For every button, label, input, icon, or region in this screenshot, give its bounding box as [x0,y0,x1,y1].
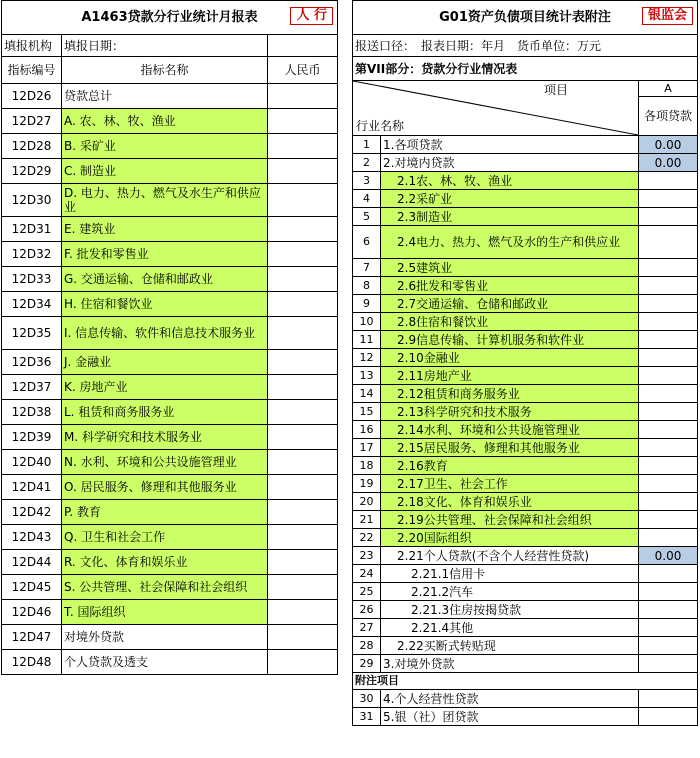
indicator-code: 12D35 [2,317,62,350]
indicator-name: Q. 卫生和社会工作 [62,525,268,550]
industry-name: 2.21个人贷款(不含个人经营性贷款) [381,547,639,565]
rmb-value-cell[interactable] [268,159,338,184]
industry-name: 2.8住宿和餐饮业 [381,313,639,331]
rmb-value-cell[interactable] [268,550,338,575]
g01-title: G01资产负债项目统计表附注 [439,9,611,25]
row-number: 1 [353,136,381,154]
notes-heading-row [353,673,698,690]
rmb-value-cell[interactable] [268,500,338,525]
loan-value-cell[interactable] [639,708,698,726]
loan-value-cell[interactable] [639,439,698,457]
table-row [2,650,338,675]
industry-name: 2.对境内贷款 [381,154,639,172]
rmb-value-cell[interactable] [268,134,338,159]
indicator-name: O. 居民服务、修理和其他服务业 [62,475,268,500]
indicator-code: 12D43 [2,525,62,550]
indicator-name: I. 信息传输、软件和信息技术服务业 [62,317,268,350]
row-number: 14 [353,385,381,403]
row-number: 3 [353,172,381,190]
a1463-table [1,0,338,675]
industry-name: 2.21.3住房按揭贷款 [381,601,639,619]
table-row [2,292,338,317]
table-row [2,475,338,500]
table-row [2,450,338,475]
loan-value-cell[interactable] [639,226,698,259]
table-row [353,349,698,367]
rmb-value-cell[interactable] [268,84,338,109]
table-row [353,136,698,154]
rmb-value-cell[interactable] [268,575,338,600]
industry-name: 2.15居民服务、修理和其他服务业 [381,439,639,457]
table-row [353,511,698,529]
row-number: 31 [353,708,381,726]
rmb-value-cell[interactable] [268,217,338,242]
rmb-value-cell[interactable] [268,109,338,134]
table-row [353,655,698,673]
rmb-value-cell[interactable] [268,317,338,350]
indicator-code: 12D40 [2,450,62,475]
row-number: 4 [353,190,381,208]
indicator-code: 12D29 [2,159,62,184]
rmb-value-cell[interactable] [268,375,338,400]
row-number: 9 [353,295,381,313]
industry-name: 2.2采矿业 [381,190,639,208]
row-number: 11 [353,331,381,349]
fill-org-label: 填报机构 [2,35,62,57]
row-number: 27 [353,619,381,637]
rmb-value-cell[interactable] [268,292,338,317]
industry-name: 2.4电力、热力、燃气及水的生产和供应业 [381,226,639,259]
table-row [353,529,698,547]
industry-name: 2.21.2汽车 [381,583,639,601]
indicator-name: J. 金融业 [62,350,268,375]
table-row [353,583,698,601]
industry-name: 1.各项贷款 [381,136,639,154]
indicator-code: 12D34 [2,292,62,317]
indicator-code: 12D28 [2,134,62,159]
industry-name: 2.5建筑业 [381,259,639,277]
industry-name: 2.17卫生、社会工作 [381,475,639,493]
table-row [353,690,698,708]
industry-name: 2.10金融业 [381,349,639,367]
table-row [353,403,698,421]
table-row [2,350,338,375]
loan-value-cell[interactable] [639,457,698,475]
indicator-name: G. 交通运输、仓储和邮政业 [62,267,268,292]
indicator-name: P. 教育 [62,500,268,525]
industry-name: 2.16教育 [381,457,639,475]
table-row [353,708,698,726]
industry-name: 2.12租赁和商务服务业 [381,385,639,403]
row-number: 12 [353,349,381,367]
indicator-name: A. 农、林、牧、渔业 [62,109,268,134]
indicator-code: 12D48 [2,650,62,675]
indicator-name: 个人贷款及透支 [62,650,268,675]
row-number: 15 [353,403,381,421]
indicator-code: 12D41 [2,475,62,500]
table-row [353,154,698,172]
loan-value-cell[interactable] [639,421,698,439]
table-row [2,500,338,525]
rmb-value-cell[interactable] [268,450,338,475]
row-number: 8 [353,277,381,295]
indicator-name: B. 采矿业 [62,134,268,159]
indicator-name: D. 电力、热力、燃气及水生产和供应业 [62,184,268,217]
col-header-loans: 各项贷款 [639,97,698,136]
indicator-name: L. 租赁和商务服务业 [62,400,268,425]
table-row [353,421,698,439]
table-row [353,439,698,457]
table-row [2,375,338,400]
industry-name: 4.个人经营性贷款 [381,690,639,708]
row-number: 21 [353,511,381,529]
col-letter-a: A [639,81,698,97]
indicator-code: 12D37 [2,375,62,400]
industry-name: 5.银（社）团贷款 [381,708,639,726]
table-row [2,242,338,267]
indicator-name: H. 住宿和餐饮业 [62,292,268,317]
row-number: 17 [353,439,381,457]
row-number: 13 [353,367,381,385]
section-heading: 第VII部分：贷款分行业情况表 [353,57,698,81]
rmb-value-cell[interactable] [268,600,338,625]
indicator-code: 12D36 [2,350,62,375]
table-row [2,134,338,159]
indicator-code: 12D30 [2,184,62,217]
g01-notes-panel [352,0,697,752]
table-row [353,475,698,493]
table-row [2,159,338,184]
table-row [353,385,698,403]
industry-name: 2.13科学研究和技术服务 [381,403,639,421]
table-row [2,217,338,242]
table-row [2,109,338,134]
table-row [2,525,338,550]
a1463-report-panel [1,0,337,748]
loan-value-cell[interactable] [639,277,698,295]
row-number: 20 [353,493,381,511]
loan-value-cell[interactable] [639,529,698,547]
indicator-name: R. 文化、体育和娱乐业 [62,550,268,575]
row-number: 16 [353,421,381,439]
industry-name: 2.7交通运输、仓储和邮政业 [381,295,639,313]
loan-value-cell[interactable] [639,367,698,385]
indicator-name: N. 水利、环境和公共设施管理业 [62,450,268,475]
row-number: 22 [353,529,381,547]
loan-value-cell[interactable]: 0.00 [639,154,698,172]
row-number: 2 [353,154,381,172]
table-row [353,226,698,259]
rmb-value-cell[interactable] [268,650,338,675]
table-row [353,259,698,277]
indicator-code: 12D32 [2,242,62,267]
loan-value-cell[interactable] [639,601,698,619]
loan-value-cell[interactable] [639,208,698,226]
table-row [353,313,698,331]
row-number: 30 [353,690,381,708]
row-number: 5 [353,208,381,226]
col-header-code: 指标编号 [2,57,62,84]
indicator-name: C. 制造业 [62,159,268,184]
indicator-code: 12D31 [2,217,62,242]
indicator-code: 12D42 [2,500,62,525]
rmb-value-cell[interactable] [268,525,338,550]
industry-name: 2.22买断式转贴现 [381,637,639,655]
table-row [353,637,698,655]
indicator-code: 12D46 [2,600,62,625]
indicator-code: 12D47 [2,625,62,650]
loan-value-cell[interactable] [639,690,698,708]
industry-name: 3.对境外贷款 [381,655,639,673]
row-number: 24 [353,565,381,583]
loan-value-cell[interactable] [639,349,698,367]
g01-title-cell [353,1,698,35]
industry-name: 2.19公共管理、社会保障和社会组织 [381,511,639,529]
loan-value-cell[interactable] [639,172,698,190]
cbrc-badge: 银监会 [642,7,693,25]
rmb-value-cell[interactable] [268,475,338,500]
table-row [353,190,698,208]
table-row [353,565,698,583]
industry-name: 2.20国际组织 [381,529,639,547]
loan-value-cell[interactable] [639,655,698,673]
loan-value-cell[interactable] [639,619,698,637]
loan-value-cell[interactable] [639,385,698,403]
indicator-code: 12D45 [2,575,62,600]
table-row [2,600,338,625]
row-number: 10 [353,313,381,331]
table-row [353,493,698,511]
row-number: 18 [353,457,381,475]
table-row [2,400,338,425]
industry-name: 2.3制造业 [381,208,639,226]
rmb-value-cell[interactable] [268,425,338,450]
table-row [353,277,698,295]
indicator-name: 对境外贷款 [62,625,268,650]
industry-name: 2.6批发和零售业 [381,277,639,295]
loan-value-cell[interactable]: 0.00 [639,136,698,154]
indicator-name: F. 批发和零售业 [62,242,268,267]
diag-top-label: 项目 [543,83,568,97]
table-row [2,317,338,350]
indicator-name: S. 公共管理、社会保障和社会组织 [62,575,268,600]
table-row [353,172,698,190]
indicator-code: 12D44 [2,550,62,575]
notes-heading: 附注项目 [353,673,698,690]
rmb-value-cell[interactable] [268,625,338,650]
diag-bottom-label: 行业名称 [356,119,405,133]
indicator-name: T. 国际组织 [62,600,268,625]
col-header-name: 指标名称 [62,57,268,84]
indicator-code: 12D33 [2,267,62,292]
row-number: 6 [353,226,381,259]
industry-name: 2.14水利、环境和公共设施管理业 [381,421,639,439]
loan-value-cell[interactable] [639,511,698,529]
row-number: 26 [353,601,381,619]
row-number: 25 [353,583,381,601]
indicator-name: E. 建筑业 [62,217,268,242]
rmb-value-cell[interactable] [268,400,338,425]
indicator-name: 贷款总计 [62,84,268,109]
fill-blank-cell[interactable] [268,35,338,57]
industry-name: 2.11房地产业 [381,367,639,385]
fill-date-label: 填报日期： [62,35,268,57]
loan-value-cell[interactable]: 0.00 [639,547,698,565]
loan-value-cell[interactable] [639,403,698,421]
loan-value-cell[interactable] [639,259,698,277]
industry-name: 2.9信息传输、计算机服务和软件业 [381,331,639,349]
table-row [353,295,698,313]
row-number: 19 [353,475,381,493]
table-row [353,208,698,226]
table-row [2,425,338,450]
table-row [353,331,698,349]
rmb-value-cell[interactable] [268,267,338,292]
col-header-rmb: 人民币 [268,57,338,84]
diagonal-header-cell [353,81,639,136]
rmb-value-cell[interactable] [268,184,338,217]
loan-value-cell[interactable] [639,637,698,655]
pboc-badge: 人 行 [290,7,333,25]
table-row [353,457,698,475]
table-row [2,84,338,109]
indicator-code: 12D38 [2,400,62,425]
loan-value-cell[interactable] [639,190,698,208]
table-row [2,625,338,650]
row-number: 28 [353,637,381,655]
rmb-value-cell[interactable] [268,242,338,267]
loan-value-cell[interactable] [639,493,698,511]
indicator-code: 12D26 [2,84,62,109]
industry-name: 2.18文化、体育和娱乐业 [381,493,639,511]
loan-value-cell[interactable] [639,583,698,601]
loan-value-cell[interactable] [639,475,698,493]
row-number: 23 [353,547,381,565]
indicator-code: 12D27 [2,109,62,134]
report-title: A1463贷款分行业统计月报表 [81,9,258,25]
row-number: 29 [353,655,381,673]
loan-value-cell[interactable] [639,295,698,313]
loan-value-cell[interactable] [639,565,698,583]
rmb-value-cell[interactable] [268,350,338,375]
table-row [353,619,698,637]
g01-info-row: 报送口径： 报表日期：年月 货币单位：万元 [353,35,698,57]
table-row [2,575,338,600]
loan-value-cell[interactable] [639,331,698,349]
g01-table [352,0,698,726]
indicator-name: M. 科学研究和技术服务业 [62,425,268,450]
indicator-name: K. 房地产业 [62,375,268,400]
table-row [353,547,698,565]
industry-name: 2.1农、林、牧、渔业 [381,172,639,190]
table-row [353,601,698,619]
row-number: 7 [353,259,381,277]
table-row [353,367,698,385]
table-row [2,267,338,292]
loan-value-cell[interactable] [639,313,698,331]
industry-name: 2.21.1信用卡 [381,565,639,583]
table-row [2,550,338,575]
industry-name: 2.21.4其他 [381,619,639,637]
indicator-code: 12D39 [2,425,62,450]
table-row [2,184,338,217]
report-title-cell [2,1,338,35]
